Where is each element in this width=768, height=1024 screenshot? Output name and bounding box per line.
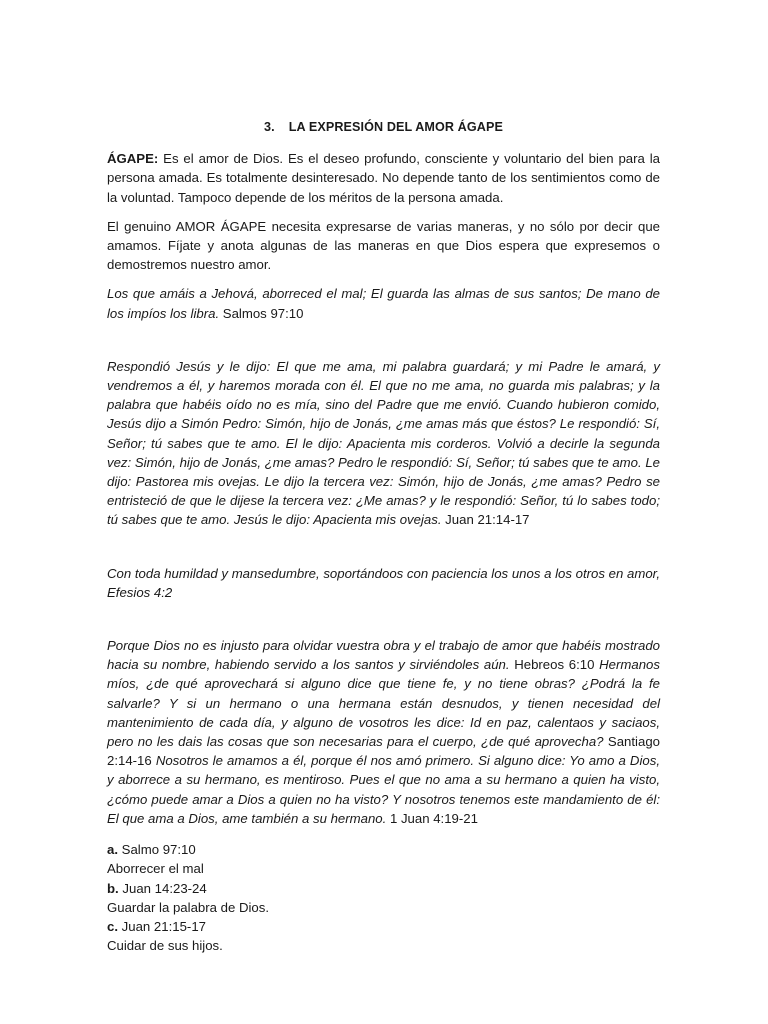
answer-reference: Juan 21:15-17 [118,918,206,934]
answer-item [107,840,660,859]
quote-efesios [107,564,660,602]
quote-reference: Salmos 97:10 [219,305,304,321]
answer-note: Aborrecer el mal [107,861,204,877]
answer-reference: Juan 14:23-24 [118,880,207,896]
answer-item [107,879,660,898]
quote-combined [107,636,660,828]
answer-note: Guardar la palabra de Dios. [107,899,270,915]
quote-reference: Juan 21:14-17 [441,512,530,528]
quote-santiago-reference: Santiago 2:14-16 [107,734,660,769]
section-title: LA EXPRESIÓN DEL AMOR ÁGAPE [288,120,503,134]
section-number: 3. [264,120,275,134]
answer-note: Cuidar de sus hijos. [107,938,223,954]
intro-text: Es el amor de Dios. Es el deseo profundo, consciente y voluntario del bien para la persona amada. Es totalmente desinteresado. No depende tanto de los sentimientos como de la voluntad. Tampoco depende de los méritos de la persona amada. [107,151,660,205]
answer-reference: Salmo 97:10 [118,842,196,858]
quote-hebreos-reference: Hebreos 6:10 [509,657,600,673]
quote-salmos [107,284,660,322]
intro-paragraph [107,149,660,207]
section-heading [107,118,660,137]
intro-term: ÁGAPE: [107,151,159,167]
quote-juan [107,357,660,530]
quote-1juan-text: Nosotros le amamos a él, porque él nos amó primero. Si alguno dice: Yo amo a Dios, y aborrece a su hermano, es mentiroso. Pues el que no ama a su hermano a quien ha visto, ¿cómo puede amar a Dios a quien no ha visto? Y nosotros tenemos este mandamiento de él: El que ama a Dios, ame también a su hermano. [107,753,660,826]
quote-text: Respondió Jesús y le dijo: El que me ama, mi palabra guardará; y mi Padre le amará, y vendremos a él, y haremos morada con él. El que no me ama, no guarda mis palabras; y la palabra que habéis oído no es mía, sino del Padre que me envió. Cuando hubieron comido, Jesús dijo a Simón Pedro: Simón, hijo de Jonás, ¿me amas más que éstos? Le respondió: Sí, Señor; tú sabes que te amo. El le dijo: Apacienta mis corderos. Volvió a decirle la segunda vez: Simón, hijo de Jonás, ¿me amas? Pedro le respondió: Sí, Señor; tú sabes que te amo. Le dijo: Pastorea mis ovejas. Le dijo la tercera vez: Simón, hijo de Jonás, ¿me amas? Pedro se entristeció de que le dijese la tercera vez: ¿Me amas? y le respondió: Señor, tú lo sabes todo; tú sabes que te amo. Jesús le dijo: Apacienta mis ovejas. [107,358,660,528]
quote-hebreos-text: Porque Dios no es injusto para olvidar vuestra obra y el trabajo de amor que habéis mostrado hacia su nombre, habiendo servido a los santos y sirviéndoles aún. [107,638,660,673]
quote-1juan-reference: 1 Juan 4:19-21 [386,810,478,826]
answer-letter: a. [107,842,118,858]
document-page [107,118,660,955]
answer-list [107,840,660,955]
quote-text: Con toda humildad y mansedumbre, soportándoos con paciencia los unos a los otros en amor, Efesios 4:2 [107,565,660,600]
quote-text: Los que amáis a Jehová, aborreced el mal; El guarda las almas de sus santos; De mano de los impíos los libra. [107,286,660,321]
answer-letter: c. [107,918,118,934]
quote-santiago-text: Hermanos míos, ¿de qué aprovechará si alguno dice que tiene fe, y no tiene obras? ¿Podrá la fe salvarle? Y si un hermano o una hermana están desnudos, y tienen necesidad del mantenimiento de cada día, y alguno de vosotros les dice: Id en paz, calentaos y saciaos, pero no les dais las cosas que son necesarias para el cuerpo, ¿de qué aprovecha? [107,657,660,750]
answer-letter: b. [107,880,119,896]
instruction-paragraph: El genuino AMOR ÁGAPE necesita expresarse de varias maneras, y no sólo por decir que amamos. Fíjate y anota algunas de las maneras en que Dios espera que expresemos o demostremos nuestro amor. [107,218,660,273]
answer-item [107,917,660,936]
